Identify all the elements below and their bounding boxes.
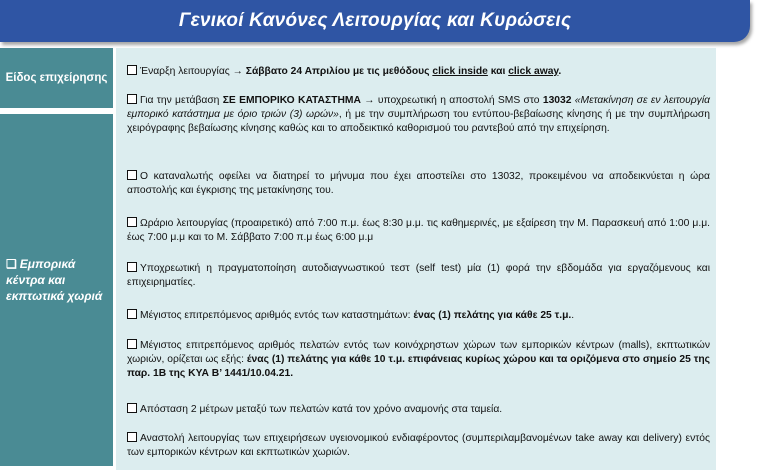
page-title: Γενικοί Κανόνες Λειτουργίας και Κυρώσεις: [178, 10, 572, 31]
checkbox-icon: [127, 170, 137, 180]
rule-opening: Έναρξη λειτουργίας → Σάββατο 24 Απριλίου με τις μεθόδους click inside και click away.: [127, 65, 710, 79]
checkbox-icon: [127, 432, 137, 442]
category-label: Εμπορικά κέντρα και εκπτωτικά χωριά: [6, 257, 103, 303]
rule-max-store-customers: Μέγιστος επιτρεπόμενος αριθμός εντός των καταστημάτων: ένας (1) πελάτης για κάθε 25 τ.μ..: [127, 309, 710, 323]
rule-food-suspension: Αναστολή λειτουργίας των επιχειρήσεων υγειονομικού ενδιαφέροντος (συμπεριλαμβανομένων take away και delivery) εντός των εμπορικών κέντρων και εκπτωτικών χωριών.: [127, 433, 710, 459]
checkbox-icon: [127, 94, 137, 104]
title-banner: [0, 0, 750, 42]
checkbox-icon: [127, 65, 137, 75]
checkbox-icon: [127, 403, 137, 413]
rule-distance: Απόσταση 2 μέτρων μεταξύ των πελατών κατά τον χρόνο αναμονής στα ταμεία.: [127, 403, 710, 417]
checkbox-icon: [127, 262, 137, 272]
rules-panel: [116, 48, 716, 470]
rule-sms-transition: Για την μετάβαση ΣΕ ΕΜΠΟΡΙΚΟ ΚΑΤΑΣΤΗΜΑ → υποχρεωτική η αποστολή SMS στο 13032 «Μετακίνηση σε εν λειτουργία εμπορικό κατάστημα με όριο τριών (3) ωρών», ή με την συμπλήρωση του εντύπου-βεβαίωσης κίνησης ή με την συμπλήρωση χειρόγραφης βεβαίωσης κίνησης καθώς και το αποδεικτικό καθορισμού του ραντεβού από την επιχείρηση.: [127, 95, 710, 135]
category-cell: [0, 114, 113, 466]
checkbox-icon: ❑: [6, 257, 17, 271]
rule-max-mall-customers: Μέγιστος επιτρεπόμενος αριθμός πελατών εντός των κοινόχρηστων χώρων των εμπορικών κέντρων (malls), εκπτωτικών χωριών, ορίζεται ως εξής: ένας (1) πελάτης για κάθε 10 τ.μ. επιφάνειας κυρίως χώρου και τα οριζόμενα στο σημείο 25 της παρ. 1Β της ΚΥΑ Β’ 1441/10.04.21.: [127, 340, 710, 380]
category-label-block: [6, 256, 110, 304]
click-inside-link: click inside: [432, 66, 488, 77]
rule-self-test: Υποχρεωτική η πραγματοποίηση αυτοδιαγνωστικού τεστ (self test) μία (1) φορά την εβδομάδα για εργαζόμενους και επιχειρηματίες.: [127, 263, 710, 289]
checkbox-icon: [127, 309, 137, 319]
rule-keep-message: Ο καταναλωτής οφείλει να διατηρεί το μήνυμα που έχει αποστείλει στο 13032, προκειμένου να αποδεικνύεται η ώρα αποστολής και έγκρισης της μετακίνησης του.: [127, 171, 710, 197]
rule-opening-hours: Ωράριο λειτουργίας (προαιρετικό) από 7:00 π.μ. έως 8:30 μ.μ. τις καθημερινές, με εξαίρεση την Μ. Παρασκευή από 1:00 μ.μ. έως 7:00 μ.μ και το Μ. Σάββατο 7:00 π.μ έως 6:00 μ.μ: [127, 218, 710, 244]
checkbox-icon: [127, 217, 137, 227]
click-away-link: click away: [508, 66, 559, 77]
business-type-header: [0, 48, 113, 108]
checkbox-icon: [127, 339, 137, 349]
business-type-label: Είδος επιχείρησης: [5, 72, 108, 84]
